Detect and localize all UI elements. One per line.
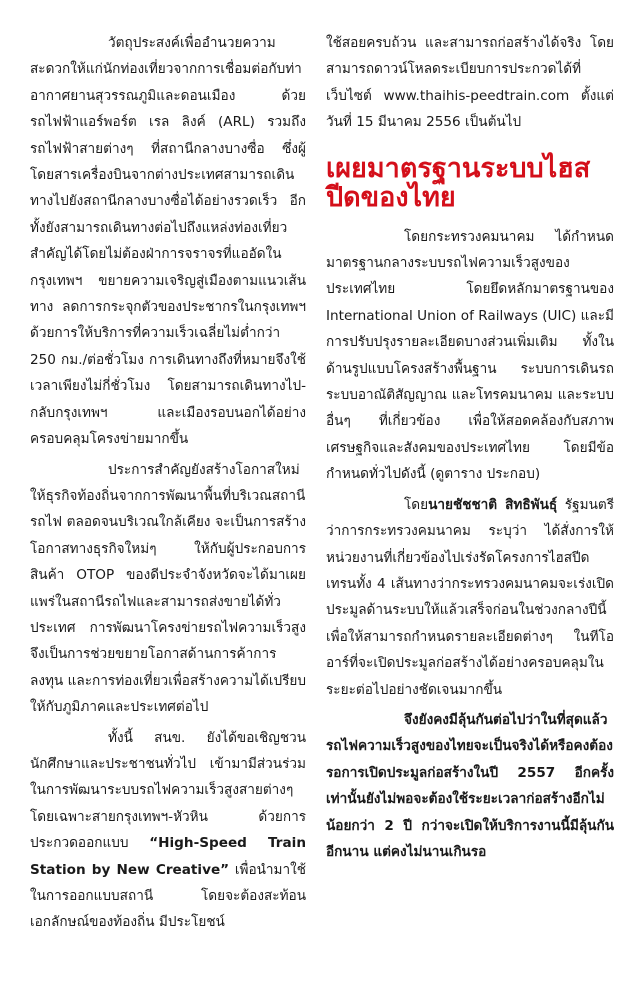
contest-text-after: เพื่อนำมาใช้ในการออกแบบสถานี โดยจะต้องสะท้อนเอกลักษณ์ของท้องถิ่น มีประโยชน์ [30,861,306,931]
right-column [326,30,614,865]
left-paragraph-opportunity: ประการสำคัญยังสร้างโอกาสใหม่ให้ธุรกิจท้องถิ่นจากการพัฒนาพื้นที่บริเวณสถานีรถไฟ ตลอดจนบริเวณใกล้เคียง จะเป็นการสร้างโอกาสทางธุรกิจใหม่ๆ ให้กับผู้ประกอบการสินค้า OTOP ของดีประจำจังหวัดจะได้มาเผยแพร่ในสถานีรถไฟและสามารถส่งขายได้ทั่วประเทศ การพัฒนาโครงข่ายรถไฟความเร็วสูง จึงเป็นการช่วยขยายโอกาสด้านการค้าการลงทุน และการท่องเที่ยวเพื่อสร้างความได้เปรียบให้กับภูมิภาคและประเทศต่อไป [30,461,306,716]
left-column [30,30,306,936]
left-paragraph-objective: วัตถุประสงค์เพื่ออำนวยความสะดวกให้แก่นักท่องเที่ยวจากการเชื่อมต่อกับท่าอากาศยานสุวรรณภูมิและดอนเมือง ด้วยรถไฟฟ้าแอร์พอร์ต เรล ลิงค์ (ARL) รวมถึงรถไฟฟ้าสายต่างๆ ที่สถานีกลางบางซื่อ ซึ่งผู้โดยสารเครื่องบินจากต่างประเทศสามารถเดินทางไปยังสถานีกลางบางซื่อได้อย่างรวดเร็ว อีกทั้งยังสามารถเดินทางต่อไปถึงแหล่งท่องเที่ยวสำคัญได้โดยไม่ต้องฝ่าการจราจรที่แออัดในกรุงเทพฯ ขยายความเจริญสู่เมืองตามแนวเส้นทาง ลดการกระจุกตัวของประชากรในกรุงเทพฯ ด้วยการให้บริการที่ความเร็วเฉลี่ยไม่ต่ำกว่า 250 กม./ต่อชั่วโมง การเดินทางถึงที่หมายจึงใช้เวลาเพียงไม่กี่ชั่วโมง โดยสามารถเดินทางไป-กลับกรุงเทพฯ และเมืองรอบนอกได้อย่างครอบคลุมโครงข่ายมากขึ้น [30,35,306,448]
contest-title: “High-Speed Train Station by New Creative” [30,835,307,878]
minister-prefix: โดย [404,496,429,513]
contest-text-before: ทั้งนี้ สนข. ยังได้ขอเชิญชวนนักศึกษาและประชาชนทั่วไป เข้ามามีส่วนร่วมในการพัฒนาระบบรถไฟความเร็วสูงสายต่างๆ โดยเฉพาะสายกรุงเทพฯ-หัวหิน ด้วยการประกวดออกแบบ [30,729,306,852]
left-paragraph-contest [30,725,306,936]
section-heading: เผยมาตรฐานระบบไฮสปีดของไทย [326,152,591,213]
right-paragraph-download: ใช้สอยครบถ้วน และสามารถก่อสร้างได้จริง โดยสามารถดาวน์โหลดระเบียบการประกวดได้ที่เว็บไซต์ www.thaihis-peedtrain.com ตั้งแต่วันที่ 15 มีนาคม 2556 เป็นต้นไป [326,35,614,131]
right-paragraph-minister [326,492,614,703]
right-paragraph-standards: โดยกระทรวงคมนาคม ได้กำหนดมาตรฐานกลางระบบรถไฟความเร็วสูงของประเทศไทย โดยยึดหลักมาตรฐานของ International Union of Railways (UIC) และมีการปรับปรุงรายละเอียดบางส่วนเพิ่มเติม ทั้งในด้านรูปแบบโครงสร้างพื้นฐาน ระบบการเดินรถ ระบบอาณัติสัญญาณ และโทรคมนาคม และระบบอื่นๆ ที่เกี่ยวข้อง เพื่อให้สอดคล้องกับสภาพเศรษฐกิจและสังคมของประเทศไทย โดยมีข้อกำหนดทั่วไปดังนี้ (ดูตาราง ประกอบ) [326,228,614,483]
minister-name: นายชัชชาติ สิทธิพันธุ์ [428,496,558,513]
right-paragraph-conclusion: จึงยังคงมีลุ้นกันต่อไปว่าในที่สุดแล้วรถไฟความเร็วสูงของไทยจะเป็นจริงได้หรือคงต้องรอการเปิดประมูลก่อสร้างในปี 2557 อีกครั้ง เท่านั้นยังไม่พอจะต้องใช้ระยะเวลาก่อสร้างอีกไม่น้อยกว่า 2 ปี กว่าจะเปิดให้บริการงานนี้มีลุ้นกันอีกนาน แต่คงไม่นานเกินรอ [326,711,614,860]
minister-statement: รัฐมนตรีว่าการกระทรวงคมนาคม ระบุว่า ได้สั่งการให้หน่วยงานที่เกี่ยวข้องไปเร่งรัดโครงการไฮสปีดเทรนทั้ง 4 เส้นทางว่ากระทรวงคมนาคมจะเร่งเปิดประมูลด้านระบบให้แล้วเสร็จก่อนในช่วงกลางปีนี้เพื่อให้สามารถกำหนดรายละเอียดต่างๆ ในทีโออาร์ที่จะเปิดประมูลก่อสร้างได้อย่างครอบคลุมในระยะต่อไปอย่างชัดเจนมากขึ้น [326,496,614,698]
